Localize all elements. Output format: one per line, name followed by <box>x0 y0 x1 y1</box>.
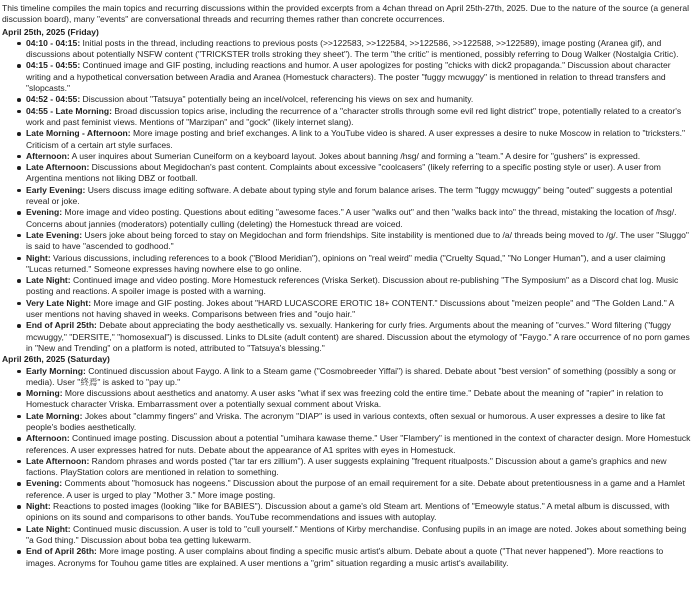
event-time: Late Evening: <box>26 229 83 240</box>
event-time: Late Afternoon: <box>26 162 90 173</box>
event-text: Continued image posting. Discussion about a potential "umihara kawase theme." User "Flambery" is mentioned in the context of character design. More Homestuck references. A user expresses hatred for nuts. Debate about the appearance of A1 sprites with eyes in Homestuck. <box>26 433 691 455</box>
event-text: Continued music discussion. A user is told to "cull yourself." Mentions of Kirby merchandise. Confusing pupils in an image are noted. Jokes about something being "a God thing." Discussion about boba tea getting lukewarm. <box>26 523 687 545</box>
event-text: A user inquires about Sumerian Cuneiform on a keyboard layout. Jokes about banning /hsg/ and forming a "team." A desire for "gushers" is expressed. <box>69 150 641 161</box>
event-time: End of April 26th: <box>26 546 97 557</box>
event-text: More image and video posting. Questions about editing "awesome faces." A user "walks out" and then "walks back into" the thread, mistaking the location of /hsg/. Concerns about jannies (moderators) potentially culling (deleting) the Homestuck thread are voiced. <box>26 207 677 229</box>
event-time: Afternoon: <box>26 150 70 161</box>
event-time: Late Night: <box>26 523 71 534</box>
event-time: Evening: <box>26 478 63 489</box>
event-text: More discussions about aesthetics and anatomy. A user asks "what if sex was freezing cold the entire time." Debate about the meaning of "rapier" in relation to Homestuck character Vriska. Embarrassment over a potentially sexual comment about Vriska. <box>26 388 664 410</box>
event-text: Broad discussion topics arise, including the recurrence of a "character strolls through some evil red light district" trope, potentially related to a creator's work and past feminist views. Mentions of "Marzipan" and "gock" (likely internet slang). <box>26 105 682 127</box>
event-item <box>16 207 691 230</box>
event-item <box>16 275 691 298</box>
event-time: Late Night: <box>26 275 71 286</box>
event-text: Debate about appreciating the body aesthetically vs. sexually. Hankering for curly fries. Arguments about the meaning of "curves." Word filtering ("fuggy mcwuggy," "DERSITE," "homosexual") is discussed. Links to DLsite (adult content) are shared. Discussion about the etymology of "Faygo." A rare occurrence of no porn games in "New and Trending" on a platform is noted, attributed to "Tatsuya's blessing." <box>26 320 690 353</box>
event-text: Continued discussion about Faygo. A link to a Steam game ("Cosmobreeder Yiffai") is shared. Debate about "best version" of something (possibly a song or media). User "終焉" is asked to "pay up." <box>26 365 677 387</box>
event-text: More image posting and brief exchanges. A link to a YouTube video is shared. A user expresses a desire to nuke Moscow in relation to "tricksters." Criticism of a certain art style surfaces. <box>26 128 686 150</box>
event-time: End of April 25th: <box>26 320 97 331</box>
event-text: Jokes about "clammy fingers" and Vriska. The acronym "DIAP" is used in various contexts, often sexual or humorous. A user expresses a desire to like fat people's bodies aesthetically. <box>26 410 666 432</box>
day-heading: April 25th, 2025 (Friday) <box>2 26 99 37</box>
event-text: More image posting. A user complains about finding a specific music artist's album. Debate about a quote ("That never happened"). More reactions to images. Acronyms for Touhou game titles are explained. A user mentions a "grim" situation regarding a music artist's availability. <box>26 546 664 568</box>
event-time: Morning: <box>26 388 63 399</box>
event-time: Afternoon: <box>26 433 70 444</box>
event-item <box>16 298 691 321</box>
event-item <box>16 433 691 456</box>
event-text: More image and GIF posting. Jokes about "HARD LUCASCORE EROTIC 18+ CONTENT." Discussions about "meizen people" and "The Golden Land." A user mentions not having shaved in weeks. Comparisons between fries and "oujo hair." <box>26 297 674 320</box>
event-time: 04:10 - 04:15: <box>26 37 81 48</box>
event-item <box>16 106 691 129</box>
event-item <box>16 162 691 185</box>
event-time: Early Morning: <box>26 365 86 376</box>
event-time: Early Evening: <box>26 184 86 195</box>
event-item <box>16 456 691 479</box>
event-time: Evening: <box>26 207 63 218</box>
event-time: Late Morning: <box>26 410 83 421</box>
event-item <box>16 230 691 253</box>
event-text: Discussion about "Tatsuya" potentially being an incel/volcel, referencing his views on sex and humanity. <box>80 94 474 105</box>
event-time: Night: <box>26 252 51 263</box>
event-time: Night: <box>26 501 51 512</box>
event-item <box>16 60 691 94</box>
event-time: Late Afternoon: <box>26 455 90 466</box>
event-text: Users joke about being forced to stay on Megidochan and form friendships. Site instability is mentioned due to /a/ threads being moved to /g/. The user "Sluggo" is said to have "ascended to godhood." <box>26 229 689 252</box>
event-text: Comments about "homosuck has nogeens." Discussion about the purpose of an email requirement for a site. Debate about pretentiousness in a game and a Hamlet reference. A user is urged to play "Mother 3." More image posting. <box>26 478 685 500</box>
event-item <box>16 366 691 389</box>
event-item <box>16 546 691 569</box>
event-item <box>16 94 691 105</box>
event-item <box>16 151 691 162</box>
event-time: Very Late Night: <box>26 297 92 308</box>
event-item <box>16 185 691 208</box>
event-text: Users discuss image editing software. A debate about typing style and forum balance arises. The term "fuggy mcwuggy" being "outed" suggests a potential reveal or joke. <box>26 184 673 207</box>
event-text: Discussions about Megidochan's past content. Complaints about excessive "coolcasers" (likely referring to a specific posting style or user). A user from Argentina mentions not liking DBZ or football. <box>26 162 661 184</box>
event-text: Random phrases and words posted ("tar tar ers zillium"). A user suggests explaining "frequent ritualposts." Discussion about a game's graphics and new factions. PlayStation colors are mentioned in relation to something. <box>26 455 667 478</box>
event-text: Continued image and GIF posting, including reactions and humor. A user apologizes for posting "chicks with dick2 propaganda." Discussion about character writing and a hypothetical conversation between Aradia and Aranea (Homestuck characters). The poster "fuggy mcwuggy" is mentioned in relation to thread transfers and "slopcasts." <box>26 60 671 94</box>
timeline <box>2 27 691 569</box>
event-item <box>16 320 691 354</box>
event-item <box>16 128 691 151</box>
event-list <box>2 38 691 354</box>
intro-paragraph: This timeline compiles the main topics and recurring discussions within the provided excerpts from a 4chan thread on April 25th-27th, 2025. Due to the nature of the source (a general discussion board), many "events" are conversational threads and recurring themes rather than concrete occurrences. <box>2 3 689 25</box>
event-text: Reactions to posted images (looking "like for BABIES"). Discussion about a game's old Steam art. Mentions of "Emeowyle status." A metal album is discussed, with opinions on its sound and comparisons to other bands. YouTube recommendations and issues with autoplay. <box>26 501 670 523</box>
event-item <box>16 524 691 547</box>
event-list <box>2 366 691 569</box>
event-item <box>16 411 691 434</box>
event-item <box>16 501 691 524</box>
event-item <box>16 478 691 501</box>
event-text: Continued image and video posting. More Homestuck references (Vriska Serket). Discussion about re-publishing "The Symposium" as a Discord chat log. Music posting and reactions. A spoiler image is posted with a warning. <box>26 275 679 297</box>
event-item <box>16 38 691 61</box>
event-item <box>16 253 691 276</box>
event-time: Late Morning - Afternoon: <box>26 128 131 139</box>
day-heading: April 26th, 2025 (Saturday) <box>2 354 110 365</box>
event-time: 04:55 - Late Morning: <box>26 105 112 116</box>
event-item <box>16 388 691 411</box>
event-text: Various discussions, including references to a book ("Blood Meridian"), opinions on "real weird" media ("Cruelty Squad," "No Longer Human"), and a user claiming "Lucas returned." Someone expresses having nowhere else to go online. <box>26 252 666 274</box>
event-text: Initial posts in the thread, including reactions to previous posts (>>122583, >>122584, >>122586, >>122588, >>122589), image posting (Aranea gif), and discussions about potentially NSFW content ("TRICKSTER trolls stroking they sheet"). The term "the critic" is mentioned, possibly referring to Doug Walker (Nostalgia Critic). <box>26 37 679 60</box>
event-time: 04:15 - 04:55: <box>26 60 81 71</box>
event-time: 04:52 - 04:55: <box>26 94 81 105</box>
